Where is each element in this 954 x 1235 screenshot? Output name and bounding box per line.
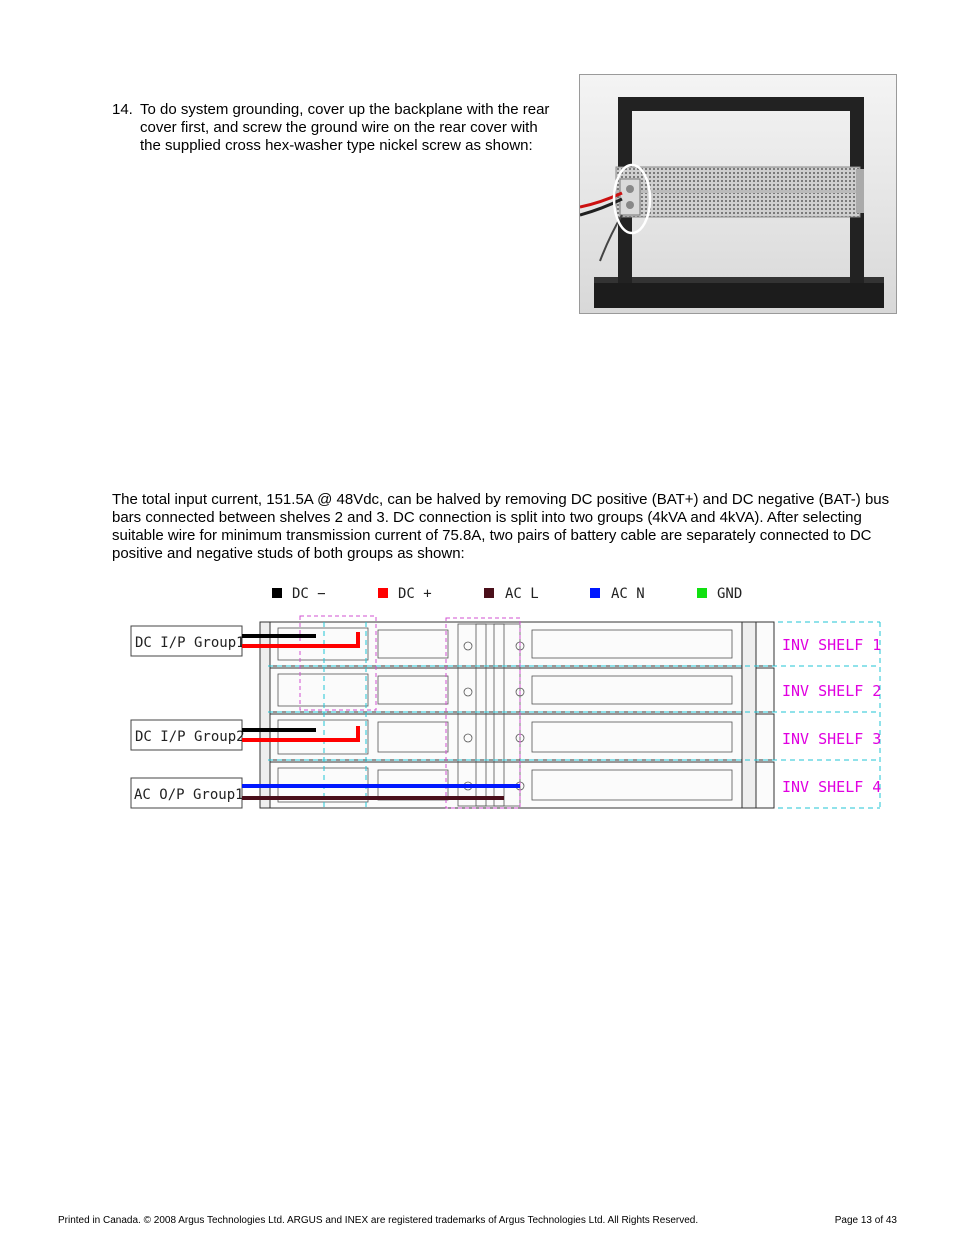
footer-copyright: Printed in Canada. © 2008 Argus Technologies Ltd. ARGUS and INEX are registered trademarks of Argus Technologies Ltd. All Rights Reserved. bbox=[58, 1215, 699, 1226]
shelf-label-1: INV SHELF 1 bbox=[782, 636, 882, 654]
legend-swatch-dc-neg bbox=[272, 588, 282, 598]
shelf-label-4: INV SHELF 4 bbox=[782, 778, 882, 796]
legend bbox=[272, 586, 742, 602]
legend-swatch-ac-n bbox=[590, 588, 600, 598]
step-number: 14. bbox=[112, 101, 133, 118]
wiring-diagram bbox=[128, 572, 882, 812]
legend-swatch-dc-pos bbox=[378, 588, 388, 598]
shelf-label-2: INV SHELF 2 bbox=[782, 682, 882, 700]
shelf-label-3: INV SHELF 3 bbox=[782, 730, 882, 748]
legend-swatch-ac-l bbox=[484, 588, 494, 598]
legend-label-ac-n: AC N bbox=[611, 586, 645, 602]
rack-grounding-photo bbox=[579, 74, 897, 314]
legend-label-ac-l: AC L bbox=[505, 586, 539, 602]
step-14 bbox=[112, 101, 562, 155]
group-label-dc-1: DC I/P Group1 bbox=[135, 635, 245, 651]
step-text: To do system grounding, cover up the backplane with the rear cover first, and screw the ground wire on the rear cover with the supplied cross hex-washer type nickel screw as shown: bbox=[140, 101, 550, 154]
dc-split-paragraph: The total input current, 151.5A @ 48Vdc, can be halved by removing DC positive (BAT+) and DC negative (BAT-) bus bars connected between shelves 2 and 3. DC connection is split into two groups (4kVA and 4kVA). After selecting suitable wire for minimum transmission current of 75.8A, two pairs of battery cable are separately connected to DC positive and negative studs of both groups as shown: bbox=[112, 491, 890, 562]
page-number: Page 13 of 43 bbox=[834, 1215, 897, 1226]
group-label-ac-1: AC O/P Group1 bbox=[134, 787, 244, 803]
legend-label-dc-neg: DC − bbox=[292, 586, 326, 602]
inverter-shelves bbox=[260, 622, 774, 808]
legend-swatch-gnd bbox=[697, 588, 707, 598]
legend-label-gnd: GND bbox=[717, 586, 743, 602]
group-label-dc-2: DC I/P Group2 bbox=[135, 729, 245, 745]
legend-label-dc-pos: DC + bbox=[398, 586, 432, 602]
